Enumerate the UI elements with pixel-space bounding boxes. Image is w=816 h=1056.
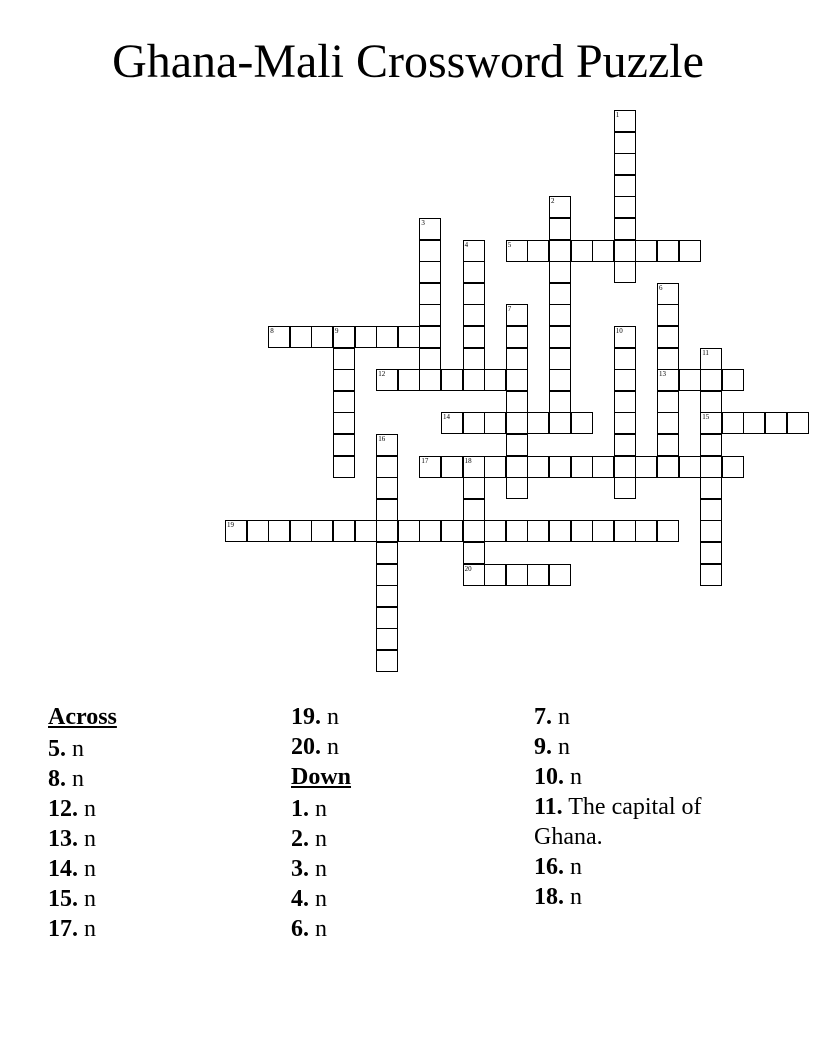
clue-number: 5: [507, 240, 512, 249]
clue-number: 4: [464, 240, 469, 249]
grid-cell[interactable]: [311, 326, 333, 348]
grid-cell[interactable]: [311, 520, 333, 542]
grid-cell[interactable]: [700, 542, 722, 564]
grid-cell[interactable]: [571, 520, 593, 542]
grid-cell[interactable]: [333, 412, 355, 434]
grid-cell[interactable]: [441, 369, 463, 391]
grid-cell[interactable]: [527, 520, 549, 542]
clue-text: n: [78, 886, 96, 912]
down-clue: [534, 852, 764, 882]
clue-number: 10: [615, 327, 623, 335]
grid-cell[interactable]: [614, 132, 636, 154]
grid-cell[interactable]: [376, 628, 398, 650]
across-clue: [48, 734, 278, 764]
grid-cell[interactable]: [398, 369, 420, 391]
grid-cell[interactable]: [376, 542, 398, 564]
clue-label: 7.: [534, 704, 552, 730]
grid-cell[interactable]: [635, 240, 657, 262]
clues-column-3: [534, 702, 764, 912]
grid-cell[interactable]: [657, 326, 679, 348]
grid-cell[interactable]: [376, 326, 398, 348]
down-clue: [291, 824, 521, 854]
grid-cell[interactable]: [463, 326, 485, 348]
across-clue: [48, 884, 278, 914]
clue-label: 17.: [48, 916, 78, 942]
grid-cell[interactable]: [506, 326, 528, 348]
grid-cell[interactable]: [527, 456, 549, 478]
clue-number: 6: [659, 283, 663, 292]
clue-text: n: [552, 704, 570, 730]
grid-cell[interactable]: [549, 369, 571, 391]
grid-cell[interactable]: [463, 456, 485, 478]
grid-cell[interactable]: [333, 326, 355, 348]
grid-cell[interactable]: [463, 542, 485, 564]
grid-cell[interactable]: [657, 456, 679, 478]
grid-cell[interactable]: [419, 261, 441, 283]
grid-cell[interactable]: [463, 348, 485, 370]
grid-cell[interactable]: [549, 520, 571, 542]
grid-cell[interactable]: [376, 650, 398, 672]
grid-cell[interactable]: [484, 369, 506, 391]
grid-cell[interactable]: [679, 369, 701, 391]
grid-cell[interactable]: [355, 326, 377, 348]
grid-cell[interactable]: [376, 434, 398, 456]
grid-cell[interactable]: [549, 304, 571, 326]
grid-cell[interactable]: [268, 520, 290, 542]
grid-cell[interactable]: [441, 520, 463, 542]
clue-number: 2: [551, 197, 555, 206]
down-clue: [291, 794, 521, 824]
grid-cell[interactable]: [571, 456, 593, 478]
clue-text: n: [309, 826, 327, 852]
down-clue: [534, 732, 764, 762]
grid-cell[interactable]: [657, 434, 679, 456]
grid-cell[interactable]: [527, 564, 549, 586]
grid-cell[interactable]: [355, 520, 377, 542]
grid-cell[interactable]: [571, 240, 593, 262]
grid-cell[interactable]: [549, 391, 571, 413]
grid-cell[interactable]: [614, 175, 636, 197]
grid-cell[interactable]: [268, 326, 290, 348]
grid-cell[interactable]: [247, 520, 269, 542]
grid-cell[interactable]: [527, 240, 549, 262]
grid-cell[interactable]: [333, 348, 355, 370]
grid-cell[interactable]: [376, 520, 398, 542]
grid-cell[interactable]: [463, 477, 485, 499]
grid-cell[interactable]: [376, 477, 398, 499]
clue-label: 10.: [534, 764, 564, 790]
grid-cell[interactable]: [419, 456, 441, 478]
grid-cell[interactable]: [441, 412, 463, 434]
grid-cell[interactable]: [614, 456, 636, 478]
grid-cell[interactable]: [614, 153, 636, 175]
clue-text: n: [564, 764, 582, 790]
grid-cell[interactable]: [549, 412, 571, 434]
grid-cell[interactable]: [463, 240, 485, 262]
grid-cell[interactable]: [635, 456, 657, 478]
grid-cell[interactable]: [463, 261, 485, 283]
grid-cell[interactable]: [700, 412, 722, 434]
grid-cell[interactable]: [614, 369, 636, 391]
grid-cell[interactable]: [290, 326, 312, 348]
grid-cell[interactable]: [484, 520, 506, 542]
clue-number: 1: [615, 111, 620, 119]
clue-text: n: [552, 734, 570, 760]
grid-cell[interactable]: [506, 348, 528, 370]
down-clue: [534, 882, 764, 912]
grid-cell[interactable]: [549, 240, 571, 262]
across-heading: Across: [48, 704, 117, 730]
across-clue: [48, 824, 278, 854]
grid-cell[interactable]: [700, 348, 722, 370]
grid-cell[interactable]: [614, 434, 636, 456]
grid-cell[interactable]: [506, 520, 528, 542]
grid-cell[interactable]: [614, 412, 636, 434]
grid-cell[interactable]: [225, 520, 247, 542]
grid-cell[interactable]: [419, 369, 441, 391]
grid-cell[interactable]: [657, 348, 679, 370]
clue-label: 16.: [534, 854, 564, 880]
clue-label: 20.: [291, 734, 321, 760]
clue-label: 18.: [534, 884, 564, 910]
clue-text: n: [564, 854, 582, 880]
across-clue: [48, 794, 278, 824]
grid-cell[interactable]: [376, 456, 398, 478]
grid-cell[interactable]: [398, 326, 420, 348]
grid-cell[interactable]: [635, 520, 657, 542]
grid-cell[interactable]: [700, 520, 722, 542]
across-clue: [291, 702, 521, 732]
grid-cell[interactable]: [463, 499, 485, 521]
grid-cell[interactable]: [614, 218, 636, 240]
clue-label: 12.: [48, 796, 78, 822]
grid-cell[interactable]: [549, 261, 571, 283]
grid-cell[interactable]: [722, 456, 744, 478]
grid-cell[interactable]: [679, 456, 701, 478]
grid-cell[interactable]: [700, 434, 722, 456]
clue-label: 13.: [48, 826, 78, 852]
grid-cell[interactable]: [722, 412, 744, 434]
grid-cell[interactable]: [549, 326, 571, 348]
clue-label: 2.: [291, 826, 309, 852]
grid-cell[interactable]: [614, 348, 636, 370]
clues-column-1: [48, 702, 278, 944]
grid-cell[interactable]: [441, 456, 463, 478]
across-clue: [291, 732, 521, 762]
clue-number: 11: [702, 348, 709, 357]
clue-text: n: [309, 916, 327, 942]
clue-number: 16: [378, 435, 386, 443]
down-heading: Down: [291, 764, 352, 790]
grid-cell[interactable]: [700, 499, 722, 521]
grid-cell[interactable]: [376, 369, 398, 391]
grid-cell[interactable]: [419, 520, 441, 542]
grid-cell[interactable]: [506, 456, 528, 478]
clue-number: 18: [464, 456, 472, 465]
grid-cell[interactable]: [463, 369, 485, 391]
clue-number: 7: [507, 305, 512, 314]
grid-cell[interactable]: [614, 110, 636, 132]
grid-cell[interactable]: [419, 304, 441, 326]
grid-cell[interactable]: [419, 283, 441, 305]
grid-cell[interactable]: [700, 477, 722, 499]
clue-label: 9.: [534, 734, 552, 760]
grid-cell[interactable]: [333, 369, 355, 391]
clue-text: n: [564, 884, 582, 910]
grid-cell[interactable]: [506, 412, 528, 434]
grid-cell[interactable]: [549, 564, 571, 586]
grid-cell[interactable]: [614, 240, 636, 262]
grid-cell[interactable]: [614, 261, 636, 283]
clue-number: 19: [227, 521, 234, 530]
clue-label: 11.: [534, 794, 563, 820]
grid-cell[interactable]: [463, 564, 485, 586]
grid-cell[interactable]: [333, 391, 355, 413]
clue-number: 12: [378, 370, 386, 379]
grid-cell[interactable]: [765, 412, 787, 434]
grid-cell[interactable]: [419, 240, 441, 262]
grid-cell[interactable]: [463, 283, 485, 305]
grid-cell[interactable]: [657, 520, 679, 542]
grid-cell[interactable]: [506, 240, 528, 262]
grid-cell[interactable]: [700, 391, 722, 413]
clue-label: 19.: [291, 704, 321, 730]
grid-cell[interactable]: [333, 456, 355, 478]
clue-label: 8.: [48, 766, 66, 792]
down-clue: [534, 702, 764, 732]
down-clue: [534, 762, 764, 792]
down-clue: [534, 792, 764, 852]
grid-cell[interactable]: [419, 218, 441, 240]
clue-text: n: [66, 766, 84, 792]
clue-number: 9: [335, 327, 339, 335]
grid-cell[interactable]: [614, 477, 636, 499]
clue-text: n: [78, 796, 96, 822]
grid-cell[interactable]: [722, 369, 744, 391]
clue-number: 3: [421, 219, 425, 227]
grid-cell[interactable]: [419, 348, 441, 370]
clue-text: n: [309, 856, 327, 882]
grid-cell[interactable]: [657, 391, 679, 413]
grid-cell[interactable]: [527, 412, 549, 434]
clue-text: n: [78, 826, 96, 852]
clue-label: 5.: [48, 736, 66, 762]
grid-cell[interactable]: [419, 326, 441, 348]
clue-label: 15.: [48, 886, 78, 912]
grid-cell[interactable]: [333, 434, 355, 456]
grid-cell[interactable]: [657, 283, 679, 305]
grid-cell[interactable]: [657, 412, 679, 434]
clue-number: 20: [464, 564, 472, 573]
grid-cell[interactable]: [484, 564, 506, 586]
grid-cell[interactable]: [506, 369, 528, 391]
grid-cell[interactable]: [333, 520, 355, 542]
grid-cell[interactable]: [506, 564, 528, 586]
grid-cell[interactable]: [657, 304, 679, 326]
clue-label: 14.: [48, 856, 78, 882]
clue-text: n: [321, 734, 339, 760]
grid-cell[interactable]: [376, 499, 398, 521]
grid-cell[interactable]: [463, 304, 485, 326]
clue-text: n: [309, 886, 327, 912]
clue-number: 17: [421, 456, 429, 465]
grid-cell[interactable]: [506, 477, 528, 499]
grid-cell[interactable]: [700, 564, 722, 586]
clue-label: 4.: [291, 886, 309, 912]
grid-cell[interactable]: [679, 240, 701, 262]
grid-cell[interactable]: [743, 412, 765, 434]
page-title: Ghana-Mali Crossword Puzzle: [112, 35, 704, 88]
clue-label: 6.: [291, 916, 309, 942]
clue-text: The capital of Ghana.: [534, 794, 702, 850]
grid-cell[interactable]: [506, 304, 528, 326]
clue-text: n: [66, 736, 84, 762]
grid-cell[interactable]: [376, 564, 398, 586]
grid-cell[interactable]: [592, 240, 614, 262]
grid-cell[interactable]: [614, 520, 636, 542]
grid-cell[interactable]: [484, 412, 506, 434]
grid-cell[interactable]: [376, 607, 398, 629]
grid-cell[interactable]: [549, 218, 571, 240]
grid-cell[interactable]: [700, 456, 722, 478]
grid-cell[interactable]: [463, 520, 485, 542]
grid-cell[interactable]: [398, 520, 420, 542]
clues-column-2: [291, 702, 521, 944]
grid-cell[interactable]: [290, 520, 312, 542]
grid-cell[interactable]: [657, 240, 679, 262]
grid-cell[interactable]: [592, 456, 614, 478]
grid-cell[interactable]: [506, 434, 528, 456]
grid-cell[interactable]: [484, 456, 506, 478]
down-clue: [291, 884, 521, 914]
clue-text: n: [78, 856, 96, 882]
across-clue: [48, 764, 278, 794]
across-clue: [48, 914, 278, 944]
grid-cell[interactable]: [549, 348, 571, 370]
clue-number: 14: [443, 413, 450, 422]
grid-cell[interactable]: [787, 412, 809, 434]
grid-cell[interactable]: [549, 196, 571, 218]
clue-label: 3.: [291, 856, 309, 882]
grid-cell[interactable]: [506, 391, 528, 413]
clue-text: n: [78, 916, 96, 942]
down-clue: [291, 854, 521, 884]
grid-cell[interactable]: [549, 456, 571, 478]
grid-cell[interactable]: [700, 369, 722, 391]
across-clue: [48, 854, 278, 884]
grid-cell[interactable]: [463, 412, 485, 434]
grid-cell[interactable]: [614, 196, 636, 218]
down-clue: [291, 914, 521, 944]
grid-cell[interactable]: [614, 391, 636, 413]
clue-text: n: [309, 796, 327, 822]
grid-cell[interactable]: [614, 326, 636, 348]
clue-number: 13: [659, 370, 666, 379]
grid-cell[interactable]: [657, 369, 679, 391]
grid-cell[interactable]: [549, 283, 571, 305]
clue-number: 15: [702, 413, 710, 422]
clue-label: 1.: [291, 796, 309, 822]
grid-cell[interactable]: [592, 520, 614, 542]
clue-text: n: [321, 704, 339, 730]
grid-cell[interactable]: [571, 412, 593, 434]
clue-number: 8: [270, 327, 274, 335]
grid-cell[interactable]: [376, 585, 398, 607]
